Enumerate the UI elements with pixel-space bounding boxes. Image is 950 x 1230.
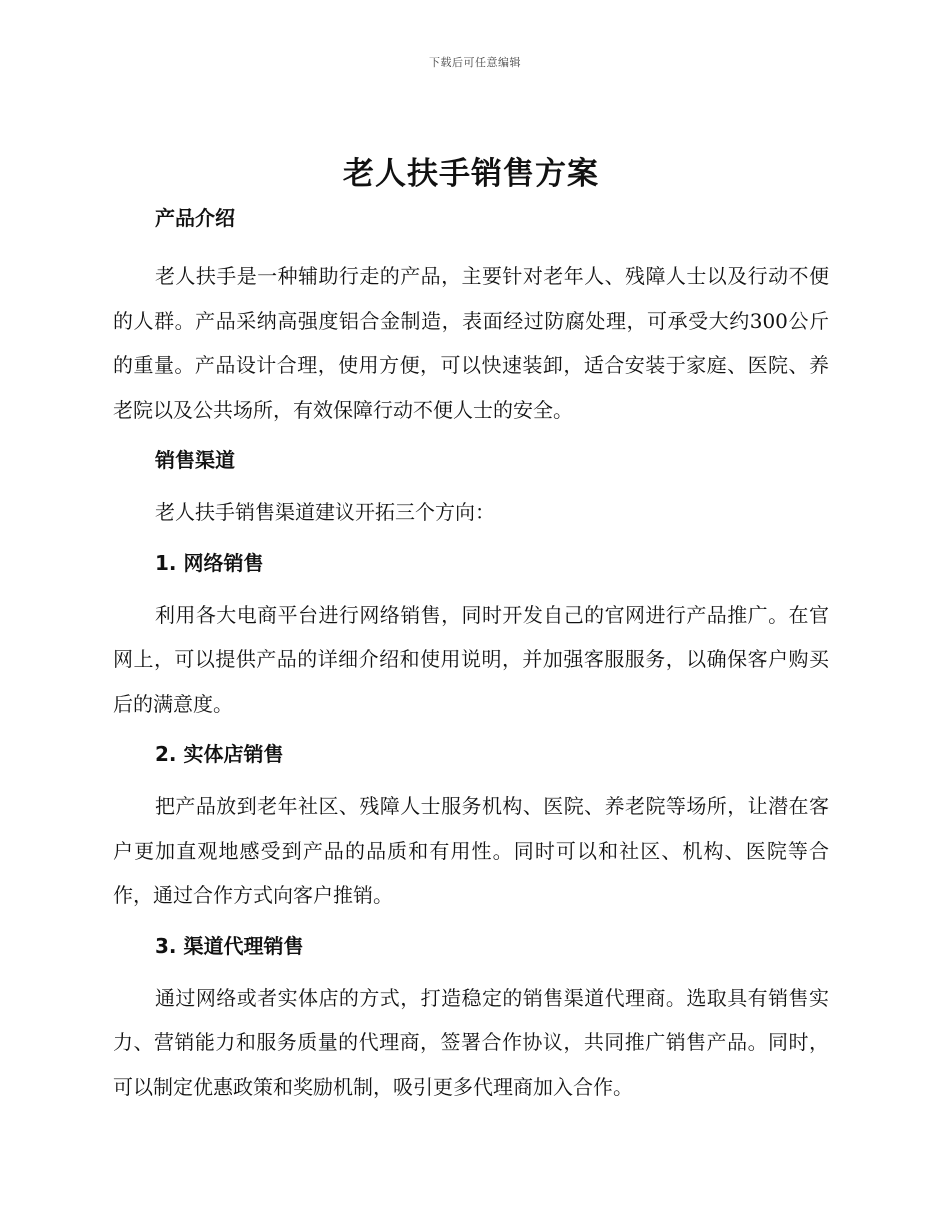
section-heading-channels: 销售渠道: [155, 448, 235, 472]
paragraph-agent-sales: 通过网络或者实体店的方式，打造稳定的销售渠道代理商。选取具有销售实力、营销能力和服务质量的代理商，签署合作协议，共同推广销售产品。同时，可以制定优惠政策和奖励机制，吸引更多代理商加入合作。: [113, 985, 829, 1099]
paragraph-channels-intro: 老人扶手销售渠道建议开拓三个方向：: [155, 500, 495, 524]
paragraph-online-sales: 利用各大电商平台进行网络销售，同时开发自己的官网进行产品推广。在官网上，可以提供产品的详细介绍和使用说明，并加强客服服务，以确保客户购买后的满意度。: [113, 602, 829, 716]
document-title: 老人扶手销售方案: [343, 156, 599, 192]
subheading-agent-sales: 3. 渠道代理销售: [155, 933, 304, 958]
page-header-note: 下载后可任意编辑: [429, 56, 521, 69]
subheading-online-sales: 1. 网络销售: [155, 550, 264, 575]
document-body: [113, 150, 829, 1121]
paragraph-product-intro: 老人扶手是一种辅助行走的产品，主要针对老年人、残障人士以及行动不便的人群。产品采纳高强度铝合金制造，表面经过防腐处理，可承受大约300公斤的重量。产品设计合理，使用方便，可以快速装卸，适合安装于家庭、医院、养老院以及公共场所，有效保障行动不便人士的安全。: [113, 264, 829, 422]
paragraph-store-sales: 把产品放到老年社区、残障人士服务机构、医院、养老院等场所，让潜在客户更加直观地感受到产品的品质和有用性。同时可以和社区、机构、医院等合作，通过合作方式向客户推销。: [113, 794, 829, 907]
section-heading-product: 产品介绍: [155, 206, 235, 230]
subheading-store-sales: 2. 实体店销售: [155, 742, 284, 766]
